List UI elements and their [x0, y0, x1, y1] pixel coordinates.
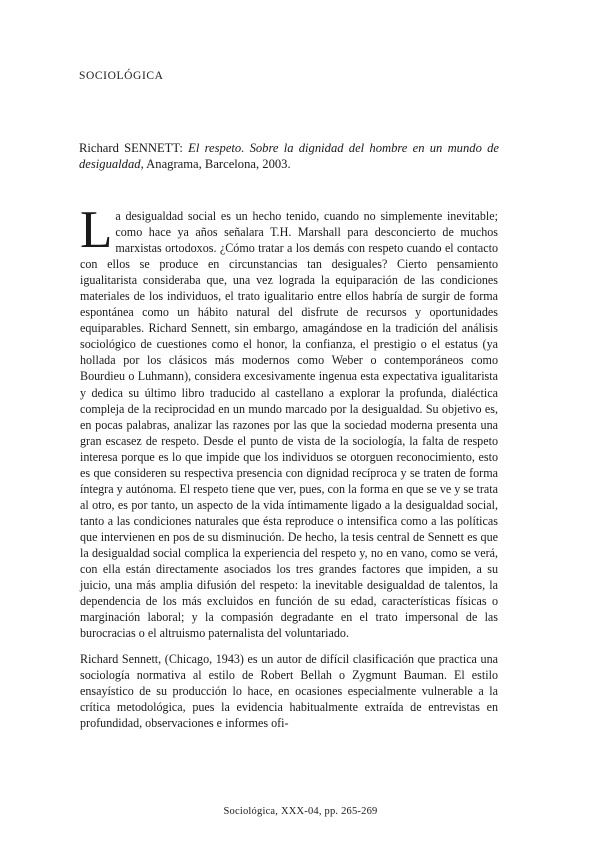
citation-title: El respeto. Sobre la dignidad del hombre en un mundo de desigualdad [79, 141, 499, 171]
citation-author: Richard SENNETT: [79, 141, 183, 155]
citation-publisher: , Anagrama, Barcelona, 2003. [140, 157, 291, 171]
paragraph-1 [80, 201, 498, 641]
running-header: SOCIOLÓGICA [79, 70, 164, 82]
paragraph-1-text: a desigualdad social es un hecho tenido, cuando no simplemente inevitable; como hace ya años señalara T.H. Marshall para desconcierto de muchos marxistas ortodoxos. ¿Cómo tratar a los demás con respeto cuando el contacto con ellos se produce en circunstancias tan desiguales? Cierto pensamiento igualitarista consideraba que, una vez lograda la equiparación de las condiciones materiales de los individuos, el trato igualitario entre ellos habría de surgir de forma espontánea como un hábito natural del disfrute de recursos y oportunidades equiparables. Richard Sennett, sin embargo, amagándose en la tradición del análisis sociológico de cuestiones como el honor, la confianza, el prestigio o el estatus (ya hollada por los clásicos más modernos como Weber o contemporáneos como Bourdieu o Luhmann), considera excesivamente ingenua esta expectativa igualitarista y dedica su último libro traducido al castellano a explorar la profunda, dialéctica compleja de la reciprocidad en un mundo marcado por la desigualdad. Su objetivo es, en pocas palabras, analizar las razones por las que la sociedad moderna presenta una gran escasez de respeto. Desde el punto de vista de la sociología, la falta de respeto interesa porque es lo que impide que los individuos se otorguen reconocimiento, esto es que consideren su respectiva presencia con dignidad recíproca y se traten de forma íntegra y autónoma. El respeto tiene que ver, pues, con la forma en que se ve y se trata al otro, es por tanto, un aspecto de la vida íntimamente ligado a la desigualdad social, tanto a las condiciones naturales que ésta reproduce o intensifica como a las políticas que intervienen en pos de su disminución. De hecho, la tesis central de Sennett es que la desigualdad social complica la experiencia del respeto y, no en vano, como se verá, con ella están directamente asociados los tres grandes factores que impiden, a su juicio, una más amplia difusión del respeto: la inevitable desigualdad de talentos, la dependencia de los más excluidos en función de su edad, características físicas o marginación laboral; y la compasión degradante en el trato impersonal de las burocracias o el altruismo paternalista del voluntariado. [80, 209, 498, 641]
paragraph-2: Richard Sennett, (Chicago, 1943) es un autor de difícil clasificación que practica una sociología normativa al estilo de Robert Bellah o Zygmunt Bauman. El estilo ensayístico de su producción lo hace, en ocasiones especialmente vulnerable a la crítica metodológica, pues la evidencia habitualmente extraída de entrevistas en profundidad, observaciones e informes ofi- [80, 652, 498, 731]
book-citation [79, 140, 499, 172]
drop-cap: L [80, 201, 113, 259]
page-footer: Sociológica, XXX-04, pp. 265-269 [223, 806, 378, 817]
review-body [80, 201, 498, 732]
